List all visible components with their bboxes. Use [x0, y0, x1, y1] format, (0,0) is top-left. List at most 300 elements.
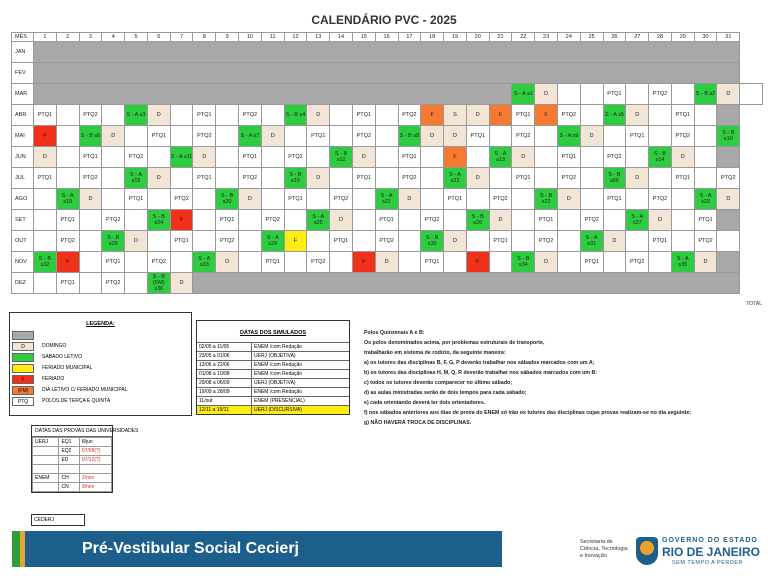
day-cell: S - A s25: [307, 210, 330, 231]
day-header: 9: [216, 33, 239, 42]
university-cell: 8/jun: [79, 438, 111, 447]
month-row: [12, 168, 763, 189]
day-cell: F: [34, 126, 57, 147]
day-cell: [421, 168, 444, 189]
day-cell: [147, 147, 170, 168]
day-cell: [694, 105, 717, 126]
day-cell: S - B s20: [216, 189, 239, 210]
day-cell: S - A s15: [125, 168, 148, 189]
day-header: 3: [79, 33, 102, 42]
day-cell: [398, 210, 421, 231]
day-cell: [375, 168, 398, 189]
gov-line2: RIO DE JANEIRO: [662, 545, 761, 559]
day-header: 1: [34, 33, 57, 42]
simulados-table: [197, 342, 349, 414]
day-cell: [193, 231, 216, 252]
day-cell: PTQ1: [147, 126, 170, 147]
legend-label: DIA LETIVO C/ FERIADO MUNICIPAL: [42, 387, 128, 393]
day-cell: [56, 126, 79, 147]
banner-accent-green: [12, 531, 20, 567]
day-cell: PTQ2: [125, 147, 148, 168]
day-cell: [398, 252, 421, 273]
simulado-row: [197, 397, 349, 406]
month-row: [12, 147, 763, 168]
note-line: g) NÃO HAVERÁ TROCA DE DISCIPLINAS.: [364, 420, 472, 426]
simulado-date: 13/06 a 22/06: [197, 361, 252, 370]
day-header: 27: [626, 33, 649, 42]
day-cell: [239, 231, 262, 252]
university-cell: [33, 447, 59, 456]
day-cell: D: [398, 189, 421, 210]
day-cell: D: [694, 252, 717, 273]
note-line: d) as aulas ministradas serão de dois tempos para cada sábado;: [364, 390, 527, 396]
month-row: [12, 252, 763, 273]
month-row: [12, 84, 763, 105]
day-cell: [34, 84, 512, 105]
day-cell: PTQ1: [649, 231, 672, 252]
day-cell: S: [444, 105, 467, 126]
day-cell: D: [626, 168, 649, 189]
day-cell: S - B (FM) s36: [147, 273, 170, 294]
month-label: MAI: [12, 126, 34, 147]
day-cell: [649, 105, 672, 126]
month-label: MAR: [12, 84, 34, 105]
month-label: AGO: [12, 189, 34, 210]
day-cell: F: [56, 252, 79, 273]
day-cell: [56, 147, 79, 168]
simulados-title: DATAS DOS SIMULADOS: [239, 330, 307, 336]
day-cell: [102, 168, 125, 189]
day-cell: [216, 105, 239, 126]
secretaria-label: [580, 539, 628, 560]
day-cell: [330, 126, 353, 147]
day-header: 19: [444, 33, 467, 42]
day-cell: [649, 252, 672, 273]
day-cell: [125, 210, 148, 231]
simulado-type: ENEM (PRESENCIAL): [252, 397, 350, 406]
simulado-row: [197, 406, 349, 415]
month-label: FEV: [12, 63, 34, 84]
day-cell: F: [421, 105, 444, 126]
day-cell: PTQ1: [466, 126, 489, 147]
day-cell: PTQ1: [330, 231, 353, 252]
day-cell: [557, 231, 580, 252]
day-cell: D: [557, 189, 580, 210]
day-cell: D: [535, 252, 558, 273]
day-header: 14: [330, 33, 353, 42]
university-cell: 2/nov: [79, 474, 111, 483]
legend-label: POLOS DE TERÇA E QUINTA: [42, 398, 111, 404]
day-cell: S - B s66: [603, 168, 626, 189]
month-label: JUL: [12, 168, 34, 189]
note-line: e) cada orientando deverá ter dois orientadores.: [364, 400, 486, 406]
day-cell: F: [535, 105, 558, 126]
day-cell: S - B s34: [512, 252, 535, 273]
month-label: JAN: [12, 42, 34, 63]
day-cell: D: [603, 231, 626, 252]
day-header: 25: [580, 33, 603, 42]
university-cell: [33, 483, 59, 492]
day-cell: S - B s22: [535, 189, 558, 210]
day-cell: [147, 189, 170, 210]
day-cell: D: [489, 210, 512, 231]
day-cell: S - A s5: [603, 105, 626, 126]
university-cell: EQ1: [59, 438, 79, 447]
day-header: 11: [261, 33, 284, 42]
simulado-date: 02/05 a 11/05: [197, 343, 252, 352]
day-cell: PTQ1: [444, 189, 467, 210]
day-cell: D: [352, 147, 375, 168]
simulado-type: UERJ (OBJETIVA): [252, 352, 350, 361]
day-cell: S - B s4: [284, 105, 307, 126]
university-cell: EQ2: [59, 447, 79, 456]
day-cell: [580, 84, 603, 105]
day-cell: PTQ1: [284, 189, 307, 210]
day-header: 6: [147, 33, 170, 42]
simulados-panel: [196, 320, 350, 415]
day-cell: S - A s19: [56, 189, 79, 210]
day-cell: D: [102, 126, 125, 147]
simulado-row: [197, 343, 349, 352]
day-cell: PTQ2: [56, 231, 79, 252]
day-cell: S - A s31: [444, 168, 467, 189]
day-cell: [79, 210, 102, 231]
university-row: [33, 465, 112, 474]
day-cell: PTQ1: [170, 231, 193, 252]
universities-table: [32, 437, 112, 492]
day-cell: S - B s14: [649, 147, 672, 168]
day-cell: PTQ1: [398, 147, 421, 168]
simulado-date: 12/11 a 19/11: [197, 406, 252, 415]
university-cell: 07/09(?): [79, 447, 111, 456]
day-cell: [694, 126, 717, 147]
day-cell: [239, 252, 262, 273]
day-cell: [125, 252, 148, 273]
day-header: 17: [398, 33, 421, 42]
day-cell: S - A s3: [125, 105, 148, 126]
day-cell: [102, 147, 125, 168]
day-cell: S - A s7: [239, 126, 262, 147]
day-cell: PTQ1: [375, 210, 398, 231]
day-cell: PTQ2: [79, 168, 102, 189]
day-cell: PTQ2: [307, 252, 330, 273]
day-cell: [170, 168, 193, 189]
day-cell: [56, 105, 79, 126]
day-cell: [603, 210, 626, 231]
banner-title: Pré-Vestibular Social Cecierj: [82, 540, 299, 557]
day-cell: D: [375, 252, 398, 273]
day-cell: D: [147, 168, 170, 189]
simulado-type: UERJ (OBJETIVA): [252, 379, 350, 388]
day-cell: [261, 105, 284, 126]
day-cell: [580, 105, 603, 126]
day-cell: PTQ2: [375, 231, 398, 252]
university-cell: ENEM: [33, 474, 59, 483]
day-cell: PTQ2: [193, 126, 216, 147]
note-line: Os polos denominados acima, por problemas estruturais de transporte,: [364, 340, 545, 346]
day-cell: S - B s28: [102, 231, 125, 252]
day-cell: [284, 126, 307, 147]
note-line: c) todos os tutores deverão comparecer no último sábado;: [364, 380, 513, 386]
day-cell: [421, 147, 444, 168]
legend-label: FERIADO: [42, 376, 65, 382]
day-cell: [34, 189, 57, 210]
university-cell: [33, 465, 59, 474]
day-cell: D: [193, 147, 216, 168]
government-logo: [636, 535, 764, 571]
note-line: f) nos sábados anteriores aos dias de prova do ENEM só irão os tutores das disciplinas cujas provas realizam-se no dia seguinte;: [364, 410, 692, 416]
university-cell: ED: [59, 456, 79, 465]
note-line: Polos Quinzenais A e B:: [364, 330, 425, 336]
day-header: 30: [694, 33, 717, 42]
legend-title: LEGENDA:: [86, 321, 115, 327]
day-cell: [580, 168, 603, 189]
day-cell: [375, 147, 398, 168]
day-cell: [216, 126, 239, 147]
day-header: 7: [170, 33, 193, 42]
day-cell: PTQ1: [193, 168, 216, 189]
day-cell: [193, 189, 216, 210]
day-header: 26: [603, 33, 626, 42]
legend-swatch: PTQ: [12, 397, 34, 406]
notes-panel: [364, 328, 764, 428]
day-cell: D: [79, 189, 102, 210]
day-header: 2: [56, 33, 79, 42]
day-cell: [671, 189, 694, 210]
day-cell: D: [626, 105, 649, 126]
day-cell: PTQ1: [603, 84, 626, 105]
month-row: [12, 126, 763, 147]
day-cell: S - B s10: [717, 126, 740, 147]
universities-panel: [31, 425, 139, 493]
day-header: 12: [284, 33, 307, 42]
day-cell: [147, 231, 170, 252]
university-cell: 9/nov: [79, 483, 111, 492]
day-cell: [512, 231, 535, 252]
day-cell: F: [170, 210, 193, 231]
university-cell: [79, 465, 111, 474]
day-cell: D: [535, 84, 558, 105]
day-cell: S - A s21: [375, 189, 398, 210]
day-cell: PTQ2: [580, 210, 603, 231]
university-cell: [59, 465, 79, 474]
note-line: b) os tutores das disciplinas H, M, Q, R deverão trabalhar nos sábados marcados com um B:: [364, 370, 598, 376]
day-cell: D: [261, 126, 284, 147]
day-header: 16: [375, 33, 398, 42]
day-cell: S - B s2: [694, 84, 717, 105]
day-cell: D: [444, 231, 467, 252]
day-cell: [56, 168, 79, 189]
day-cell: [398, 231, 421, 252]
day-cell: PTQ2: [649, 84, 672, 105]
day-cell: PTQ2: [626, 252, 649, 273]
day-cell: PTQ2: [352, 126, 375, 147]
state-shield-icon: [636, 537, 658, 565]
day-cell: D: [717, 189, 740, 210]
day-cell: [557, 84, 580, 105]
legend-swatch: [12, 364, 34, 373]
university-row: [33, 474, 112, 483]
day-cell: PTQ2: [170, 189, 193, 210]
day-cell: PTQ2: [239, 168, 262, 189]
day-cell: S - A s1: [512, 84, 535, 105]
day-cell: S - B s6: [79, 126, 102, 147]
day-cell: [694, 168, 717, 189]
university-row: [33, 483, 112, 492]
simulado-type: ENEM /com Redação: [252, 388, 350, 397]
day-header: 18: [421, 33, 444, 42]
day-cell: [626, 147, 649, 168]
day-cell: [626, 189, 649, 210]
day-cell: [216, 168, 239, 189]
month-row: [12, 63, 763, 84]
day-header: 28: [649, 33, 672, 42]
day-cell: [261, 189, 284, 210]
day-cell: D: [649, 210, 672, 231]
day-cell: [79, 231, 102, 252]
day-cell: D: [466, 168, 489, 189]
day-cell: [535, 147, 558, 168]
day-cell: PTQ1: [512, 168, 535, 189]
university-cell: CH: [59, 474, 79, 483]
university-cell: 07/12(?): [79, 456, 111, 465]
day-cell: F: [444, 147, 467, 168]
day-cell: [535, 126, 558, 147]
day-cell: PTQ2: [512, 126, 535, 147]
day-cell: PTQ1: [56, 210, 79, 231]
footer-banner: [12, 531, 502, 567]
university-row: [33, 456, 112, 465]
simulado-date: 23/05 a 01/06: [197, 352, 252, 361]
simulado-row: [197, 361, 349, 370]
day-cell: PTQ2: [398, 168, 421, 189]
day-cell: PTQ1: [261, 252, 284, 273]
day-cell: PTQ1: [671, 168, 694, 189]
day-cell: [170, 252, 193, 273]
day-cell: PTQ1: [512, 105, 535, 126]
day-cell: PTQ2: [717, 168, 740, 189]
month-row: [12, 189, 763, 210]
day-cell: PTQ2: [102, 273, 125, 294]
day-cell: PTQ2: [330, 189, 353, 210]
month-header: MÊS: [12, 33, 34, 42]
day-cell: [512, 189, 535, 210]
note-line: a) os tutores das disciplinas B, F, G, P deverão trabalhar nos sábados marcados com um A;: [364, 360, 595, 366]
day-cell: PTQ1: [626, 126, 649, 147]
day-cell: D: [307, 168, 330, 189]
day-cell: S - B s26: [466, 210, 489, 231]
day-cell: PTQ2: [102, 210, 125, 231]
day-header: 24: [557, 33, 580, 42]
day-cell: [79, 273, 102, 294]
day-cell: PTQ1: [352, 168, 375, 189]
simulado-row: [197, 352, 349, 361]
day-cell: PTQ1: [352, 105, 375, 126]
day-cell: S - A s31: [580, 231, 603, 252]
cederj-label: CEDERJ: [31, 514, 85, 526]
day-cell: [717, 105, 740, 126]
simulado-date: 01/08 a 10/08: [197, 370, 252, 379]
day-cell: [489, 168, 512, 189]
day-header: 13: [307, 33, 330, 42]
simulado-date: 11/out: [197, 397, 252, 406]
day-cell: [740, 84, 763, 105]
day-cell: [307, 189, 330, 210]
day-cell: PTQ1: [239, 147, 262, 168]
day-cell: S - A s9: [557, 126, 580, 147]
legend-label: DOMINGO: [42, 343, 67, 349]
day-cell: [307, 147, 330, 168]
day-cell: [375, 105, 398, 126]
simulado-type: UERJ (DISCURSIVA): [252, 406, 350, 415]
day-cell: [626, 231, 649, 252]
simulado-type: ENEM /com Redação: [252, 370, 350, 379]
day-cell: PTQ1: [603, 189, 626, 210]
day-cell: [102, 105, 125, 126]
month-label: SET: [12, 210, 34, 231]
day-cell: PTQ2: [489, 189, 512, 210]
day-header: 31: [717, 33, 740, 42]
day-cell: D: [170, 273, 193, 294]
day-cell: PTQ1: [580, 252, 603, 273]
day-cell: D: [580, 126, 603, 147]
day-cell: [284, 210, 307, 231]
day-cell: [557, 210, 580, 231]
day-cell: D: [671, 147, 694, 168]
day-cell: [102, 189, 125, 210]
month-label: ABR: [12, 105, 34, 126]
day-cell: PTQ1: [102, 252, 125, 273]
day-header: 23: [535, 33, 558, 42]
day-header: 20: [466, 33, 489, 42]
day-cell: [352, 231, 375, 252]
day-cell: PTQ1: [489, 231, 512, 252]
day-cell: [193, 273, 740, 294]
day-cell: F: [352, 252, 375, 273]
day-cell: PTQ1: [557, 147, 580, 168]
month-row: [12, 231, 763, 252]
day-cell: PTQ1: [671, 105, 694, 126]
university-cell: [33, 456, 59, 465]
secretaria-line: Secretaria de: [580, 539, 613, 545]
legend-panel: [9, 312, 192, 416]
day-cell: [580, 189, 603, 210]
day-cell: PTQ2: [79, 105, 102, 126]
gov-line3: SEM TEMPO A PERDER: [672, 560, 743, 566]
day-cell: [307, 231, 330, 252]
day-cell: [603, 126, 626, 147]
day-cell: S - A s23: [694, 189, 717, 210]
day-cell: PTQ2: [694, 231, 717, 252]
day-cell: D: [512, 147, 535, 168]
day-cell: PTQ1: [421, 252, 444, 273]
day-cell: [444, 252, 467, 273]
day-cell: [34, 63, 740, 84]
day-cell: PTQ1: [79, 147, 102, 168]
day-header: 29: [671, 33, 694, 42]
day-cell: F: [466, 252, 489, 273]
day-cell: S - B s8: [398, 126, 421, 147]
legend-swatch: (FM): [12, 386, 34, 395]
day-cell: [717, 231, 740, 252]
note-line: trabalharão em sistema de rodízio, da seguinte maneira:: [364, 350, 506, 356]
day-cell: F: [284, 231, 307, 252]
day-cell: S - B s32: [34, 252, 57, 273]
day-cell: S - B s12: [330, 147, 353, 168]
day-cell: S - B s30: [421, 231, 444, 252]
day-cell: [34, 273, 57, 294]
day-cell: [466, 231, 489, 252]
